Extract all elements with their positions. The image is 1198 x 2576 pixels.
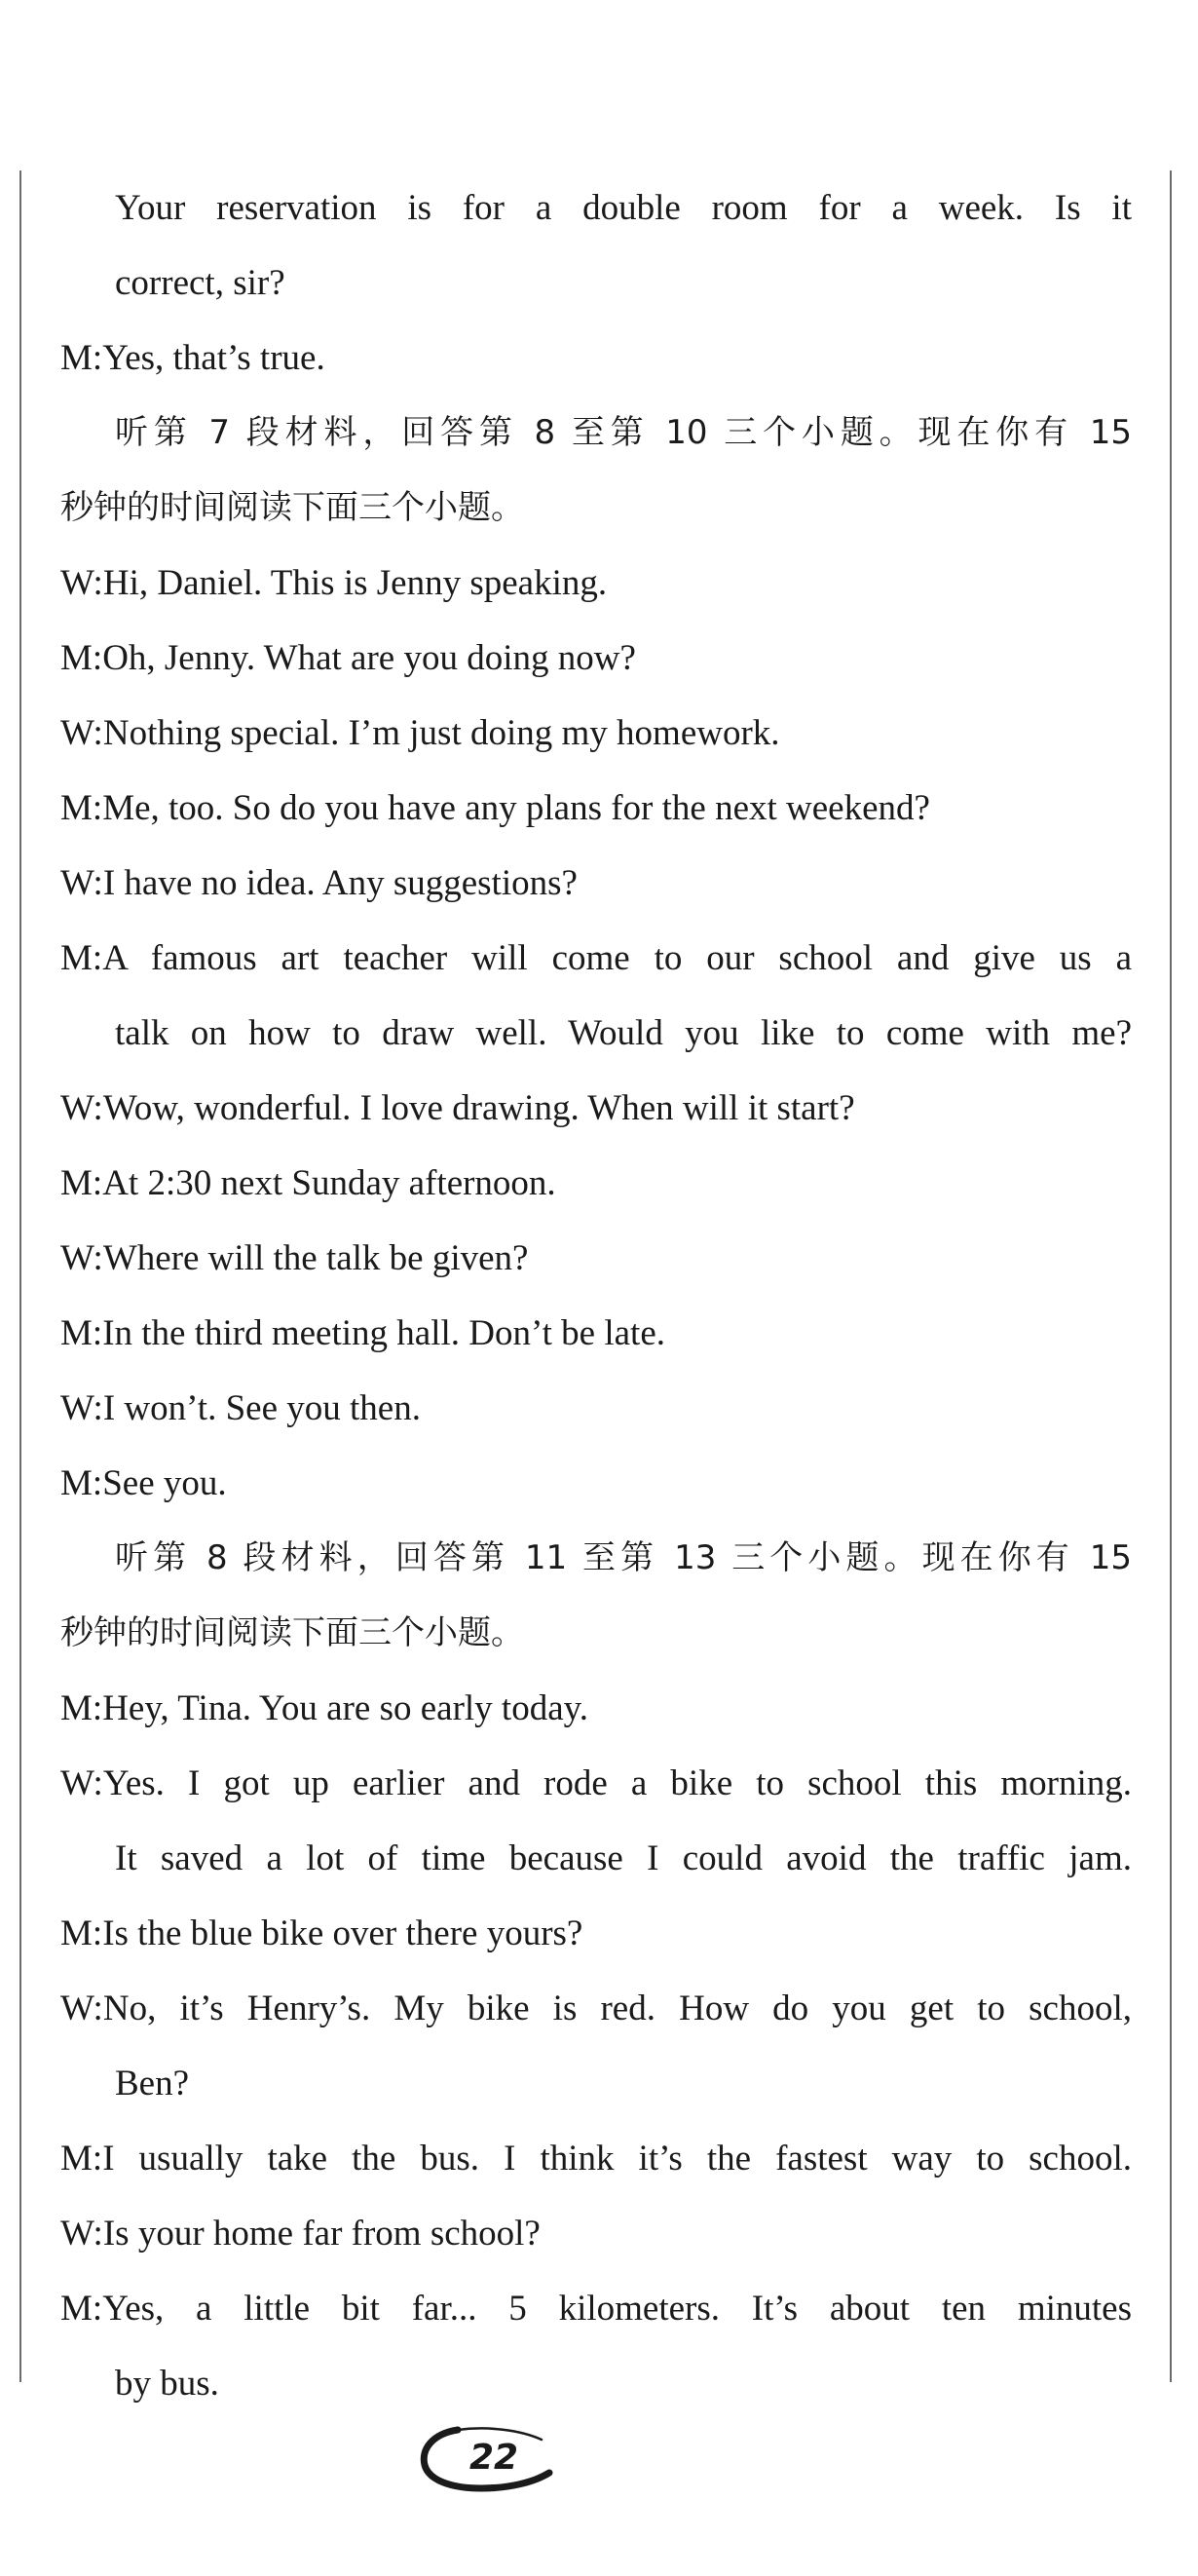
right-margin-rule	[1170, 170, 1172, 2382]
speaker-label: W:	[60, 713, 103, 753]
dialogue-line: W:Nothing special. I’m just doing my homework.	[60, 696, 1132, 771]
dialogue-line: M:Hey, Tina. You are so early today.	[60, 1671, 1132, 1746]
speaker-label: M:	[60, 1463, 103, 1503]
speaker-label: W:	[60, 1388, 103, 1428]
speaker-label: W:	[60, 2214, 103, 2254]
dialogue-line: W:Yes. I got up earlier and rode a bike to school this morning.	[60, 1746, 1132, 1821]
section-instruction: 听第 7 段材料，回答第 8 至第 10 三个小题。现在你有 15	[115, 413, 1132, 452]
dialogue-line: M:At 2:30 next Sunday afternoon.	[60, 1146, 1132, 1221]
dialogue-line: W:Hi, Daniel. This is Jenny speaking.	[60, 546, 1132, 621]
text-line: talk on how to draw well. Would you like to come with me?	[115, 1013, 1132, 1053]
dialogue-line: W:I won’t. See you then.	[60, 1371, 1132, 1446]
speaker-label: M:	[60, 2139, 103, 2178]
speaker-label: W:	[60, 1763, 103, 1803]
speaker-label: M:	[60, 1913, 103, 1953]
dialogue-line: W:Where will the talk be given?	[60, 1221, 1132, 1296]
dialogue-line: M:Yes, that’s true.	[60, 321, 1132, 396]
section-instruction: 秒钟的时间阅读下面三个小题。	[60, 488, 524, 527]
dialogue-line: M:Me, too. So do you have any plans for the next weekend?	[60, 771, 1132, 846]
dialogue-line: M:Oh, Jenny. What are you doing now?	[60, 621, 1132, 696]
speaker-label: W:	[60, 863, 103, 903]
text-line: Your reservation is for a double room for a week. Is it	[115, 188, 1132, 228]
speaker-label: M:	[60, 1688, 103, 1728]
speaker-label: W:	[60, 1989, 103, 2028]
transcript-text	[60, 170, 1132, 2421]
speaker-label: M:	[60, 1313, 103, 1353]
speaker-label: W:	[60, 1088, 103, 1128]
dialogue-line: M:I usually take the bus. I think it’s the fastest way to school.	[60, 2121, 1132, 2196]
dialogue-line: W:No, it’s Henry’s. My bike is red. How do you get to school,	[60, 1971, 1132, 2046]
dialogue-line: M:In the third meeting hall. Don’t be late.	[60, 1296, 1132, 1371]
text-line: correct, sir?	[115, 263, 285, 303]
dialogue-line: M:Yes, a little bit far... 5 kilometers. It’s about ten minutes	[60, 2271, 1132, 2346]
speaker-label: M:	[60, 638, 103, 678]
dialogue-line: W:Wow, wonderful. I love drawing. When will it start?	[60, 1071, 1132, 1146]
speaker-label: W:	[60, 563, 103, 603]
dialogue-line: W:I have no idea. Any suggestions?	[60, 846, 1132, 921]
page-number: 22	[469, 2438, 519, 2478]
speaker-label: M:	[60, 2289, 103, 2329]
speaker-label: M:	[60, 1163, 103, 1203]
text-line: by bus.	[115, 2364, 219, 2404]
section-instruction: 听第 8 段材料，回答第 11 至第 13 三个小题。现在你有 15	[115, 1538, 1132, 1577]
speaker-label: W:	[60, 1238, 103, 1278]
dialogue-line: M:A famous art teacher will come to our school and give us a	[60, 921, 1132, 996]
speaker-label: M:	[60, 938, 103, 978]
page-number-badge	[419, 2424, 555, 2492]
dialogue-line: M:See you.	[60, 1446, 1132, 1521]
speaker-label: M:	[60, 338, 103, 378]
speaker-label: M:	[60, 788, 103, 828]
text-line: It saved a lot of time because I could avoid the traffic jam.	[115, 1838, 1132, 1878]
left-margin-rule	[19, 170, 21, 2382]
section-instruction: 秒钟的时间阅读下面三个小题。	[60, 1613, 524, 1652]
dialogue-line: W:Is your home far from school?	[60, 2196, 1132, 2271]
text-line: Ben?	[115, 2064, 190, 2103]
dialogue-line: M:Is the blue bike over there yours?	[60, 1896, 1132, 1971]
